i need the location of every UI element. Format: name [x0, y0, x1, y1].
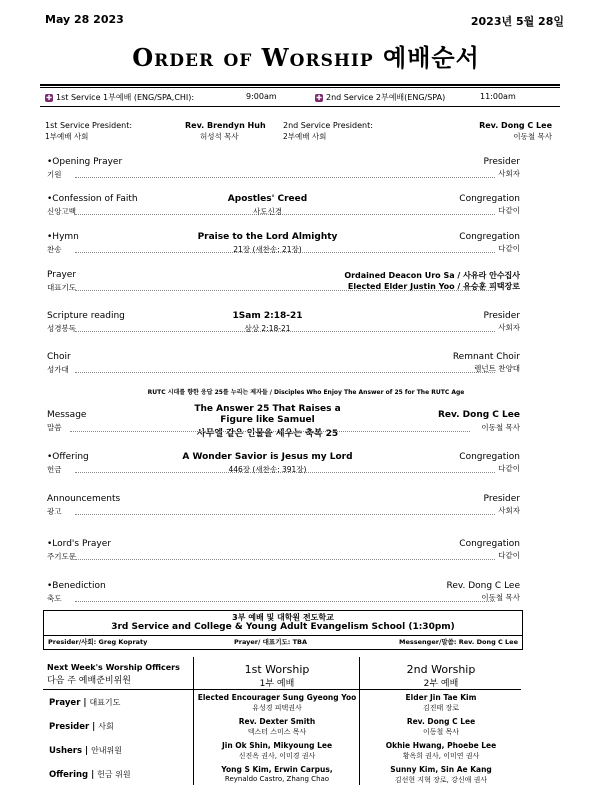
cross-icon: ✚	[316, 93, 322, 102]
role-label	[49, 745, 122, 756]
col1-name-ko: 신진옥 권사, 이미경 권사	[238, 752, 316, 760]
order-item-label: •Lord's Prayer	[47, 539, 111, 549]
col2-name-ko: 이동철 목사	[422, 728, 460, 736]
order-item-leader: Congregation	[459, 452, 520, 462]
order-item-label-ko: 대표기도	[47, 283, 76, 292]
first-service-label: 1st Service 1부예배 (ENG/SPA,CHI):	[56, 93, 195, 102]
date-en: May 28 2023	[45, 13, 124, 26]
dot-leader	[75, 514, 495, 515]
title-en: Order of Worship	[132, 43, 374, 72]
order-item-leader: Congregation	[459, 194, 520, 204]
order-item-label-ko: 주기도문	[47, 552, 76, 561]
separator: |	[82, 746, 92, 756]
sermon-title-ko: 사무엘 같은 인물을 세우는 축복 25	[196, 429, 339, 439]
next-week-label-ko: 다음 주 예배준비위원	[47, 676, 131, 686]
col2-name-ko: 황옥희 권사, 이미연 권사	[402, 752, 480, 760]
col1-name-ko: 유성경 피택권사	[252, 704, 302, 712]
role-ko: 사회	[98, 722, 114, 731]
second-presider-label-ko: 2부예배 사회	[283, 132, 327, 141]
col-divider-1	[193, 657, 194, 785]
order-item-label-ko: 성가대	[47, 365, 69, 374]
sermon-title-1: The Answer 25 That Raises a	[194, 404, 341, 414]
order-item-label-ko: 찬송	[47, 245, 62, 254]
order-item-title-ko: 사도신경	[253, 207, 282, 216]
message-label-ko: 말씀	[47, 423, 62, 432]
third-service-title-ko: 3부 예배 및 대학원 전도학교	[232, 613, 334, 622]
order-item-leader-ko: 다같이	[498, 206, 520, 215]
role-en: Prayer	[49, 698, 81, 708]
order-item-label: •Benediction	[47, 581, 106, 591]
order-item-label: •Opening Prayer	[47, 157, 123, 167]
services-rule	[40, 106, 560, 107]
first-presider-label: 1st Service President:	[45, 121, 133, 130]
second-service-label: 2nd Service 2부예배(ENG/SPA)	[326, 93, 446, 102]
order-item-label-ko: 광고	[47, 507, 62, 516]
order-item-leader: Presider	[483, 494, 520, 504]
second-service-time: 11:00am	[480, 92, 516, 101]
col2-name: Okhie Hwang, Phoebe Lee	[385, 741, 497, 750]
order-item-label-ko: 신앙고백	[47, 207, 76, 216]
order-item-leader-ko: 다같이	[498, 551, 520, 560]
order-item-leader-ko: 사회자	[498, 169, 520, 178]
third-service-title-en: 3rd Service and College & Young Adult Evangelism School (1:30pm)	[111, 622, 455, 632]
order-item-label-ko: 축도	[47, 594, 62, 603]
title-ko: 예배순서	[383, 43, 480, 72]
col1-header	[195, 663, 359, 689]
order-item-label: •Hymn	[47, 232, 79, 242]
role-en: Offering	[49, 770, 89, 780]
col2-ko: 2부 예배	[423, 679, 459, 689]
order-item-leader: Ordained Deacon Uro Sa / 사유라 안수집사	[344, 271, 520, 280]
header-rule-thin	[40, 87, 560, 88]
role-ko: 헌금 위원	[97, 770, 131, 779]
separator: |	[89, 722, 99, 732]
first-service-time: 9:00am	[246, 92, 277, 101]
col2-name-ko: 김진태 장로	[422, 704, 460, 712]
dot-leader	[75, 372, 495, 373]
second-service	[315, 92, 445, 103]
sermon-title-2: Figure like Samuel	[220, 415, 315, 425]
order-item-leader-ko: Elected Elder Justin Yoo / 유승훈 피택장로	[347, 282, 520, 291]
order-item-leader: Presider	[483, 311, 520, 321]
role-label	[49, 721, 114, 732]
order-item-leader: Rev. Dong C Lee	[446, 581, 520, 591]
date-ko: 2023년 5월 28일	[470, 15, 564, 28]
dot-leader	[70, 431, 470, 432]
order-item-label-ko: 기원	[47, 170, 62, 179]
page-title	[0, 38, 612, 73]
third-presider: Presider/사회: Greg Kopraty	[48, 638, 148, 646]
header-rule	[40, 84, 560, 86]
role-en: Ushers	[49, 746, 83, 756]
col1-name: Rev. Dexter Smith	[238, 717, 316, 726]
order-item-label: Scripture reading	[47, 311, 125, 321]
col1-name-ko: 덱스터 스미스 목사	[247, 728, 307, 736]
third-service-box	[43, 610, 523, 650]
col2-en: 2nd Worship	[406, 663, 476, 676]
next-week-header	[43, 655, 193, 688]
order-item-title: 1Sam 2:18-21	[232, 311, 303, 321]
order-item-leader-ko: 렘넌트 찬양대	[474, 364, 520, 373]
order-item-label: Prayer	[47, 270, 77, 280]
order-item-leader: Remnant Choir	[452, 352, 520, 362]
col2-name: Elder Jin Tae Kim	[405, 693, 477, 702]
order-item-label: Announcements	[47, 494, 121, 504]
col2-name: Sunny Kim, Sin Ae Kang	[390, 765, 492, 774]
order-item-title-ko: 21장 (새찬송: 21장)	[233, 245, 302, 254]
header-divider	[43, 689, 521, 690]
role-label	[49, 769, 131, 780]
order-item-leader: Congregation	[459, 232, 520, 242]
order-item-leader-ko: 사회자	[498, 506, 520, 515]
message-label: Message	[47, 410, 87, 420]
col2-header	[361, 663, 521, 689]
col1-name: Jin Ok Shin, Mikyoung Lee	[221, 741, 333, 750]
first-service	[45, 92, 194, 103]
first-presider-name-ko: 허성석 목사	[200, 132, 239, 141]
second-presider-name-ko: 이동철 목사	[513, 132, 552, 141]
message-speaker-ko: 이동철 목사	[481, 423, 520, 432]
separator: |	[88, 770, 98, 780]
col-divider-2	[359, 657, 360, 785]
separator: |	[80, 698, 90, 708]
first-presider-name: Rev. Brendyn Huh	[185, 121, 266, 130]
order-item-title: Apostles' Creed	[227, 194, 308, 204]
role-label	[49, 697, 120, 708]
role-ko: 대표기도	[89, 698, 121, 707]
second-presider-name: Rev. Dong C Lee	[479, 121, 552, 130]
order-item-leader: Presider	[483, 157, 520, 167]
first-presider-label-ko: 1부예배 사회	[45, 132, 89, 141]
col1-en: 1st Worship	[244, 663, 310, 676]
col2-name: Rev. Dong C Lee	[406, 717, 476, 726]
order-item-title-ko: 삼상 2:18-21	[244, 324, 291, 333]
role-ko: 안내위원	[91, 746, 122, 755]
message-speaker: Rev. Dong C Lee	[437, 410, 520, 420]
order-item-leader-ko: 다같이	[498, 244, 520, 253]
order-item-label-ko: 성경봉독	[47, 324, 76, 333]
third-service-divider	[44, 635, 522, 636]
order-item-leader: Congregation	[459, 539, 520, 549]
second-presider-label: 2nd Service President:	[283, 121, 373, 130]
col1-name: Yong S Kim, Erwin Carpus,	[221, 765, 333, 774]
cross-icon: ✚	[46, 93, 52, 102]
col1-name-ko: Reynaldo Castro, Zhang Chao	[224, 775, 330, 783]
dot-leader	[75, 177, 495, 178]
order-item-leader-ko: 이동철 목사	[481, 593, 520, 602]
role-en: Presider	[49, 722, 90, 732]
order-item-title: A Wonder Savior is Jesus my Lord	[182, 452, 353, 462]
next-week-label: Next Week's Worship Officers	[47, 663, 180, 672]
col2-name-ko: 김선현 지혁 장로, 강신애 권사	[394, 776, 488, 784]
next-week-table	[43, 655, 521, 787]
third-messenger: Messenger/말씀: Rev. Dong C Lee	[399, 638, 518, 646]
order-item-label: •Offering	[47, 452, 89, 462]
col1-ko: 1부 예배	[259, 679, 295, 689]
order-item-title-ko: 446장 (새찬송: 391장)	[228, 465, 307, 474]
col1-name: Elected Encourager Sung Gyeong Yoo	[197, 693, 357, 702]
dot-leader	[75, 559, 495, 560]
third-prayer: Prayer/ 대표기도: TBA	[234, 638, 308, 646]
order-item-label-ko: 헌금	[47, 465, 62, 474]
order-item-leader-ko: 사회자	[498, 323, 520, 332]
order-item-label: Choir	[47, 352, 71, 362]
banner-note: RUTC 시대를 향한 응답 25를 누리는 제자들 / Disciples Who Enjoy The Answer of 25 for The RUTC Age	[147, 389, 465, 396]
order-item-leader-ko: 다같이	[498, 464, 520, 473]
order-item-label: •Confession of Faith	[47, 194, 138, 204]
order-item-title: Praise to the Lord Almighty	[197, 232, 338, 242]
dot-leader	[75, 601, 495, 602]
